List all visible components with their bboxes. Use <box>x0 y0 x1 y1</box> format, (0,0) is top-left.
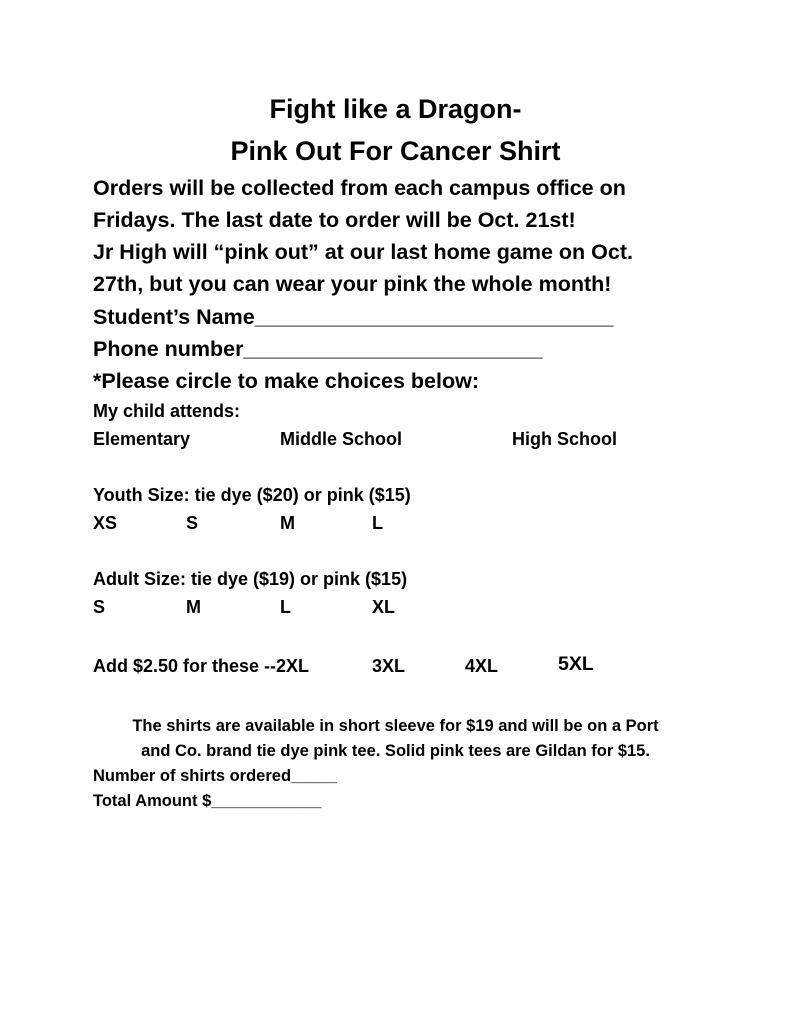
school-label: My child attends: <box>93 401 241 421</box>
youth-size-m[interactable]: M <box>280 513 295 533</box>
shirt-count-field[interactable]: Number of shirts ordered_____ <box>93 767 337 785</box>
school-option-elementary[interactable]: Elementary <box>93 429 191 449</box>
youth-size-xs[interactable]: XS <box>93 513 118 533</box>
intro-line-4: 27th, but you can wear your pink the whole month! <box>93 272 612 296</box>
extra-size-label[interactable]: Add $2.50 for these --2XL <box>93 656 310 676</box>
adult-size-label: Adult Size: tie dye ($19) or pink ($15) <box>93 569 408 589</box>
title-line-2: Pink Out For Cancer Shirt <box>230 136 561 166</box>
school-option-high[interactable]: High School <box>512 429 617 449</box>
extra-size-3xl[interactable]: 3XL <box>372 656 406 676</box>
adult-size-l[interactable]: L <box>280 597 291 617</box>
intro-line-1: Orders will be collected from each campus office on <box>93 176 626 200</box>
intro-line-2: Fridays. The last date to order will be Oct. 21st! <box>93 208 576 232</box>
phone-number-field[interactable]: Phone number_________________________ <box>93 337 543 361</box>
youth-size-l[interactable]: L <box>372 513 383 533</box>
total-amount-field[interactable]: Total Amount $____________ <box>93 792 322 810</box>
title-line-1: Fight like a Dragon- <box>269 94 522 124</box>
student-name-field[interactable]: Student’s Name______________________________ <box>93 305 614 329</box>
adult-size-m[interactable]: M <box>186 597 201 617</box>
adult-size-s[interactable]: S <box>93 597 106 617</box>
youth-size-s[interactable]: S <box>186 513 199 533</box>
extra-size-5xl[interactable]: 5XL <box>558 653 594 675</box>
adult-size-xl[interactable]: XL <box>372 597 396 617</box>
extra-size-4xl[interactable]: 4XL <box>465 656 499 676</box>
note-line-1: The shirts are available in short sleeve for $19 and will be on a Port <box>132 717 659 735</box>
youth-size-label: Youth Size: tie dye ($20) or pink ($15) <box>93 485 411 505</box>
note-line-2: and Co. brand tie dye pink tee. Solid pink tees are Gildan for $15. <box>141 742 650 760</box>
school-option-middle[interactable]: Middle School <box>280 429 403 449</box>
circle-instruction: *Please circle to make choices below: <box>93 369 479 393</box>
intro-line-3: Jr High will “pink out” at our last home game on Oct. <box>93 240 633 264</box>
